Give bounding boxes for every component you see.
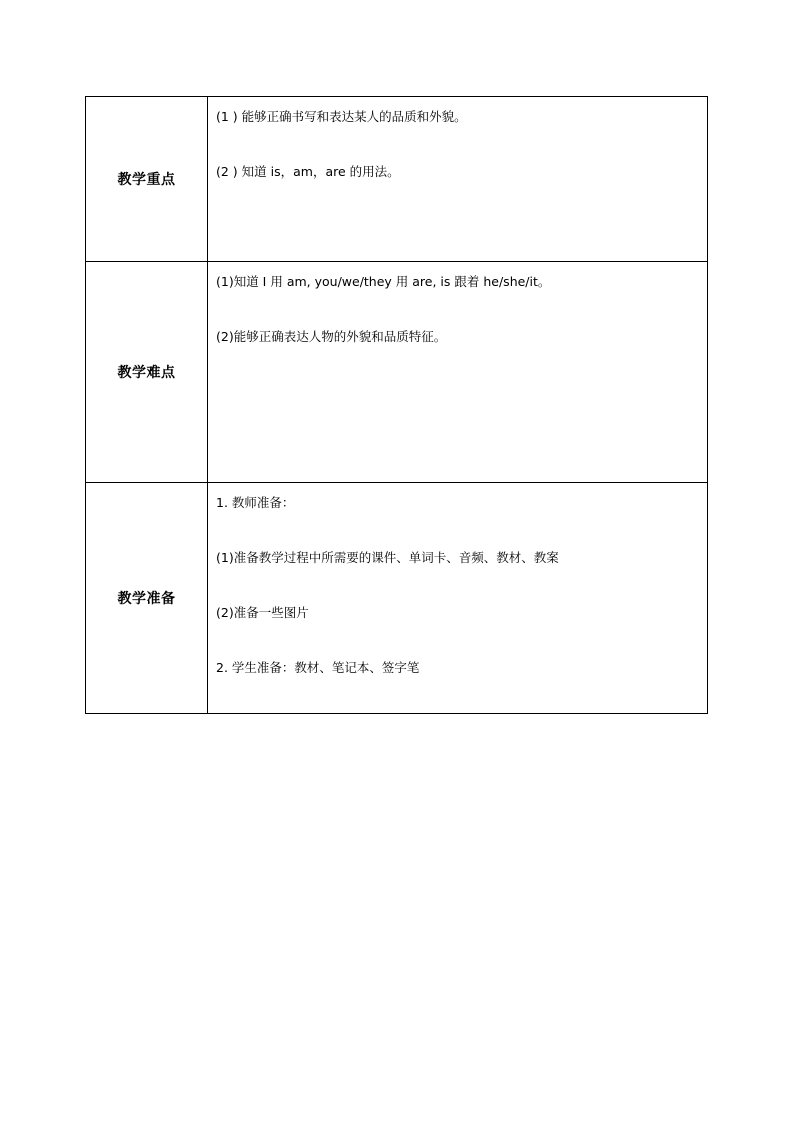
content-line: (1)准备教学过程中所需要的课件、单词卡、音频、教材、教案 [216,550,559,565]
lesson-plan-table [85,96,708,714]
row-label-key-points: 教学重点 [86,97,208,262]
content-line: (1 ) 能够正确书写和表达某人的品质和外貌。 [216,109,467,124]
row-label-preparation: 教学准备 [86,483,208,714]
content-line: (2)准备一些图片 [216,605,309,620]
table-row-key-points [86,97,708,262]
content-line: (2)能够正确表达人物的外貌和品质特征。 [216,329,447,344]
content-line: (2 ) 知道 is，am，are 的用法。 [216,164,400,179]
row-content-difficult-points [208,262,708,483]
content-line: (1)知道 I 用 am, you/we/they 用 are, is 跟着 he/she/it。 [216,274,551,289]
row-content-preparation [208,483,708,714]
content-line: 1. 教师准备： [216,495,295,510]
row-content-key-points [208,97,708,262]
content-line: 2. 学生准备：教材、笔记本、签字笔 [216,660,420,675]
table-row-difficult-points [86,262,708,483]
table-row-preparation [86,483,708,714]
row-label-difficult-points: 教学难点 [86,262,208,483]
